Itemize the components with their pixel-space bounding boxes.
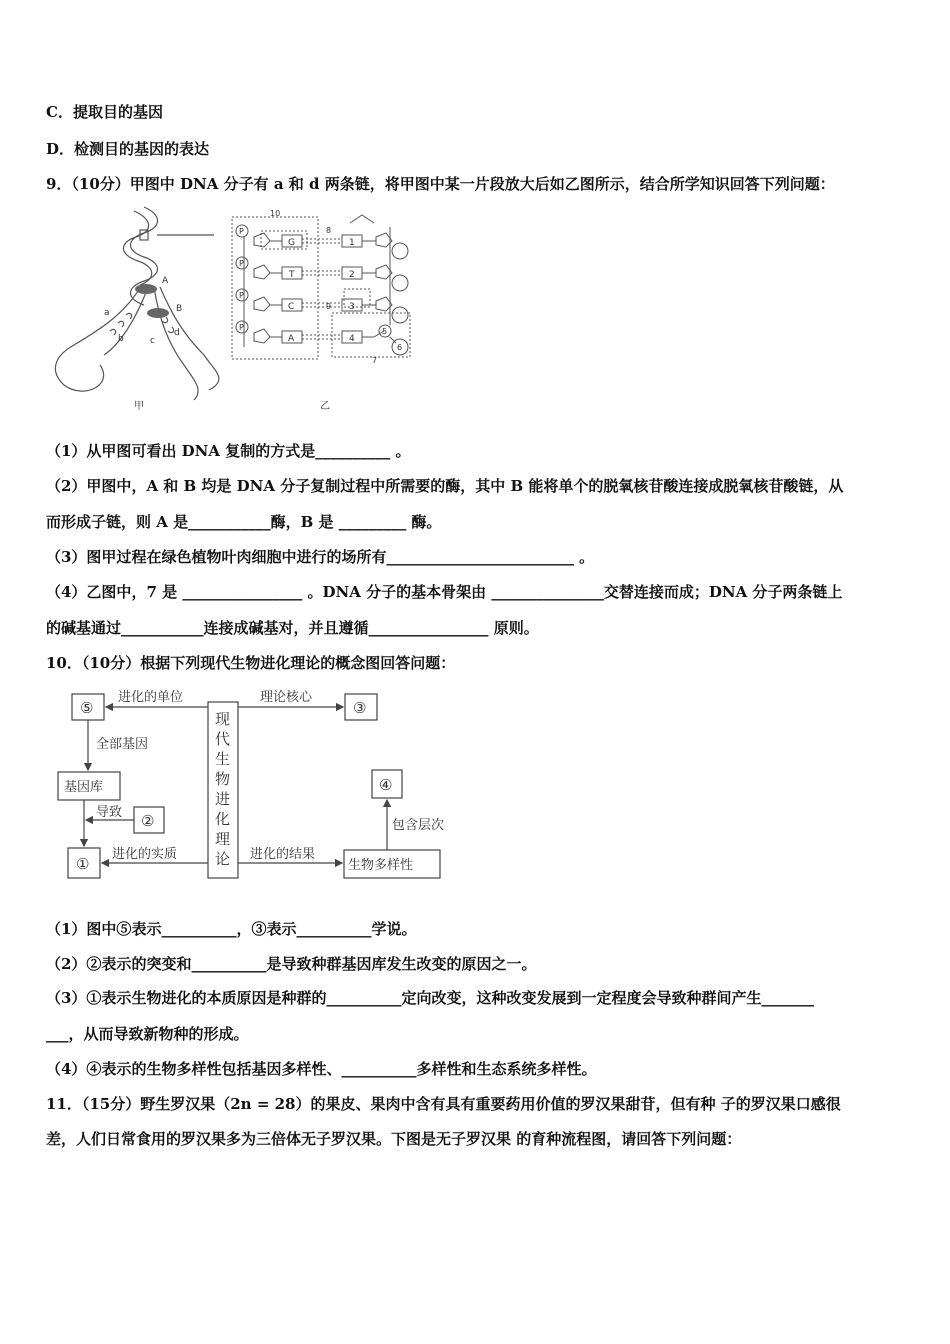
gene-pool-label: 基因库: [64, 780, 104, 795]
q9-part4-line2: 的碱基通过___________连接成碱基对，并且遵循________________ 原则。: [46, 619, 539, 637]
question-11-line2: 差，人们日常食用的罗汉果多为三倍体无子罗汉果。下图是无子罗汉果 的育种流程图，请回答下列问题：: [46, 1130, 742, 1148]
box-4: ④: [379, 776, 393, 794]
label-5: 5: [382, 327, 388, 336]
label-B: B: [176, 304, 183, 314]
core-label: 理论核心: [260, 690, 313, 705]
essence-label: 进化的实质: [112, 847, 178, 862]
base-2: 2: [349, 270, 355, 280]
label-b: b: [118, 334, 124, 344]
q10-part1: （1）图中⑤表示__________，③表示__________学说。: [46, 920, 417, 938]
base-4: 4: [349, 334, 355, 344]
base-A: A: [288, 334, 295, 344]
evolution-concept-map: [50, 680, 460, 885]
phosphate-3: P: [239, 291, 244, 300]
question-9-stem: 9．（10分）甲图中 DNA 分子有 a 和 d 两条链，将甲图中某一片段放大后如乙图所示，结合所学知识回答下列问题：: [46, 175, 835, 193]
box-3: ③: [353, 699, 367, 717]
q9-part3: （3）图甲过程在绿色植物叶肉细胞中进行的场所有_________________________ 。: [46, 548, 595, 566]
label-6: 6: [397, 343, 403, 352]
label-A: A: [162, 276, 169, 286]
q9-part1: （1）从甲图可看出 DNA 复制的方式是__________ 。: [46, 442, 411, 460]
base-G: G: [288, 238, 295, 248]
label-8: 8: [326, 226, 332, 235]
dna-replication-figure: [44, 205, 424, 415]
phosphate-1: P: [239, 227, 244, 236]
center-char-6: 化: [215, 810, 231, 828]
label-a: a: [104, 308, 110, 318]
caption-jia: 甲: [134, 401, 144, 412]
center-char-8: 论: [215, 850, 231, 868]
center-char-1: 现: [215, 710, 231, 728]
question-10-stem: 10．（10分）根据下列现代生物进化理论的概念图回答问题：: [46, 654, 456, 672]
q10-part3-line2: ___，从而导致新物种的形成。: [46, 1025, 249, 1043]
label-d: d: [174, 328, 180, 338]
base-T: T: [289, 270, 295, 280]
all-genes-label: 全部基因: [96, 737, 149, 752]
center-char-7: 理: [215, 830, 231, 848]
result-label: 进化的结果: [250, 847, 316, 862]
unit-label: 进化的单位: [118, 690, 184, 705]
label-10: 10: [270, 209, 281, 218]
base-C: C: [288, 302, 295, 312]
base-1: 1: [349, 238, 355, 248]
q10-part4: （4）④表示的生物多样性包括基因多样性、__________多样性和生态系统多样性。: [46, 1060, 597, 1078]
box-1: ①: [76, 855, 90, 873]
levels-label: 包含层次: [392, 818, 445, 833]
label-9: 9: [326, 302, 332, 311]
option-d: D．检测目的基因的表达: [46, 140, 210, 158]
q10-part2: （2）②表示的突变和__________是导致种群基因库发生改变的原因之一。: [46, 955, 537, 973]
biodiversity-label: 生物多样性: [348, 858, 414, 873]
caption-yi: 乙: [320, 401, 330, 412]
center-char-4: 物: [215, 770, 231, 788]
q9-part2-line1: （2）甲图中，A 和 B 均是 DNA 分子复制过程中所需要的酶，其中 B 能将单个的脱氧核苷酸连接成脱氧核苷酸链，从: [46, 477, 844, 495]
box-5: ⑤: [80, 699, 94, 717]
center-char-2: 代: [215, 730, 231, 748]
phosphate-4: P: [239, 323, 244, 332]
question-11-line1: 11．（15分）野生罗汉果（2n = 28）的果皮、果肉中含有具有重要药用价值的罗汉果甜苷，但有种 子的罗汉果口感很: [46, 1095, 841, 1113]
box-2: ②: [141, 812, 155, 830]
center-char-5: 进: [215, 790, 231, 808]
leads-label: 导致: [96, 805, 123, 820]
phosphate-2: P: [239, 259, 244, 268]
center-char-3: 生: [215, 750, 231, 768]
label-7: 7: [372, 356, 378, 365]
q9-part2-line2: 而形成子链，则 A 是___________酶，B 是 _________ 酶。: [46, 513, 442, 531]
q10-part3-line1: （3）①表示生物进化的本质原因是种群的__________定向改变，这种改变发展到一定程度会导致种群间产生_______: [46, 989, 814, 1007]
q9-part4-line1: （4）乙图中，7 是 ________________ 。DNA 分子的基本骨架由 _______________交替连接而成；DNA 分子两条链上: [46, 583, 843, 601]
label-c: c: [150, 336, 155, 346]
base-3: 3: [349, 302, 355, 312]
option-c: C．提取目的基因: [46, 103, 163, 121]
